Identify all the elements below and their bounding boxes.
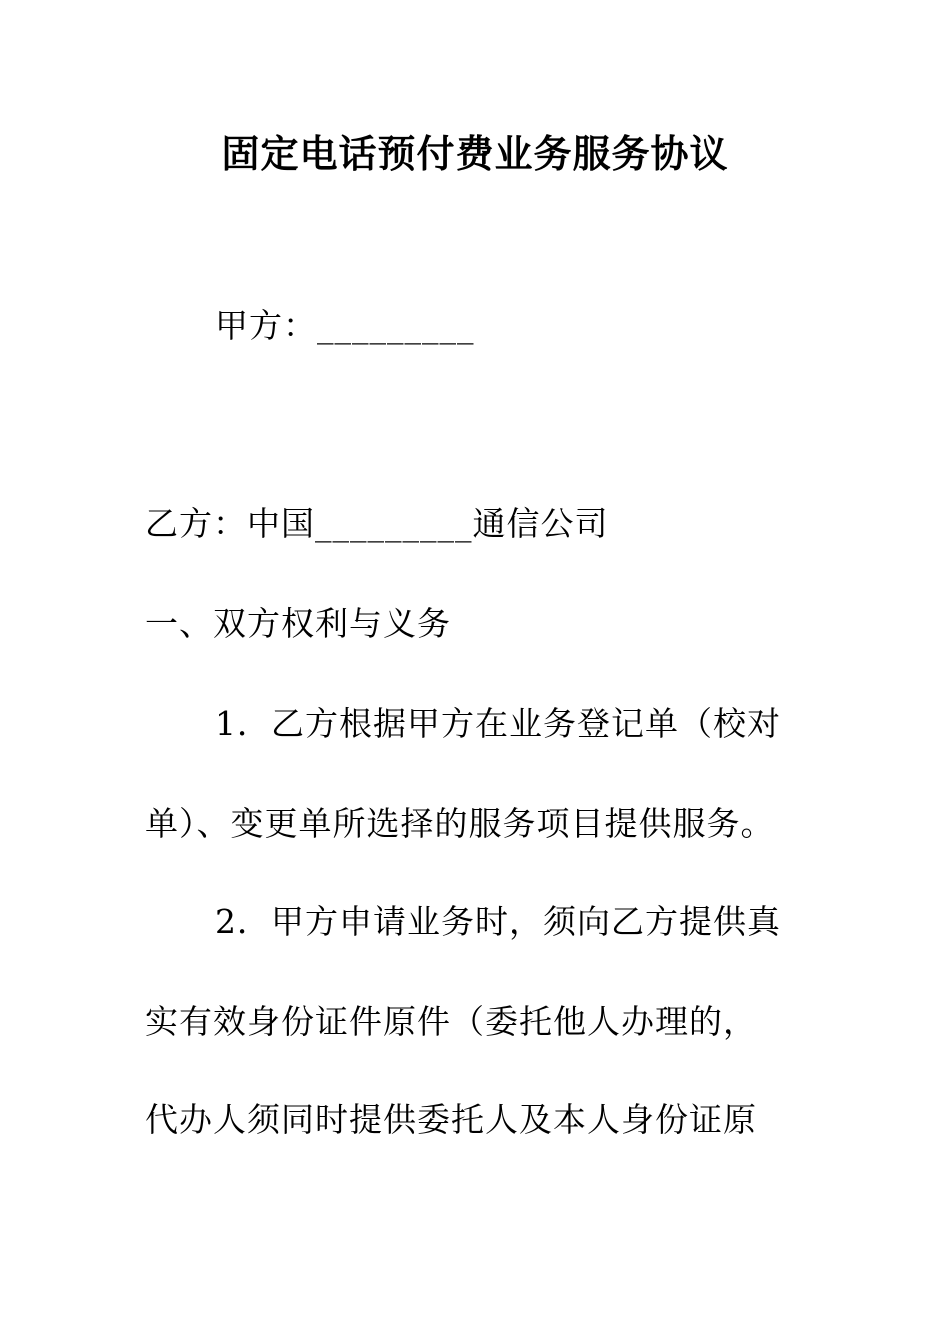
paragraph-line: 实有效身份证件原件（委托他人办理的， xyxy=(145,1002,757,1041)
paragraph-line: 单）、变更单所选择的服务项目提供服务。 xyxy=(145,804,775,843)
paragraph-line: 代办人须同时提供委托人及本人身份证原 xyxy=(145,1100,757,1139)
party-b-line: 乙方：中国_________通信公司 xyxy=(145,504,609,543)
section-heading: 一、双方权利与义务 xyxy=(145,604,451,643)
paragraph-line: 1．乙方根据甲方在业务登记单（校对 xyxy=(215,704,781,743)
paragraph-line: 2．甲方申请业务时，须向乙方提供真 xyxy=(215,902,781,941)
document-title: 固定电话预付费业务服务协议 xyxy=(221,131,729,176)
party-a-line: 甲方：_________ xyxy=(215,306,475,345)
